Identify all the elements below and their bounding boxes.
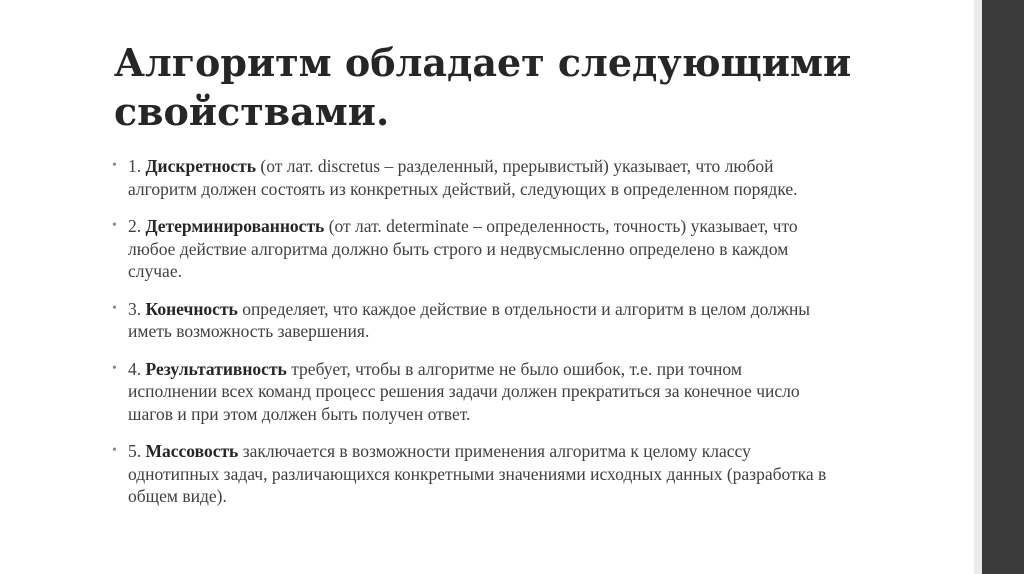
item-text: определяет, что каждое действие в отдельности и алгоритм в целом должны иметь возможность завершения. — [128, 298, 811, 341]
item-term: Массовость — [145, 441, 239, 461]
bullet-icon: • — [112, 360, 117, 376]
list-item-effectiveness — [112, 358, 832, 426]
slide-title: Алгоритм обладает следующими свойствами. — [114, 40, 852, 134]
item-term: Результативность — [145, 358, 287, 379]
item-number: 3. — [128, 298, 146, 319]
bullet-icon: • — [112, 443, 117, 458]
item-number: 2. — [128, 216, 146, 236]
list-item-massiveness — [112, 440, 832, 508]
item-term: Детерминированность — [145, 216, 325, 236]
item-number: 1. — [128, 156, 146, 176]
item-number: 5. — [128, 441, 146, 461]
side-bar-edge — [974, 0, 982, 574]
item-text: заключается в возможности применения алгоритма к целому классу однотипных задач, различающихся конкретными значениями исходных данных (разработка в общем виде). — [128, 441, 827, 506]
item-text: (от лат. determinate – определенность, точность) указывает, что любое действие алгоритма должно быть строго и недвусмысленно определено в каждом случае. — [128, 216, 798, 281]
property-list — [112, 155, 832, 523]
bullet-icon: • — [112, 158, 117, 173]
item-text: требует, чтобы в алгоритме не было ошибок, т.е. при точном исполнении всех команд процесс решения задачи должен прекратиться за конечное число шагов и при этом должен быть получен ответ. — [128, 358, 800, 424]
list-item-discreteness — [112, 155, 832, 200]
side-bar — [982, 0, 1024, 574]
item-term: Конечность — [145, 298, 238, 319]
list-item-finiteness — [112, 298, 832, 343]
bullet-icon: • — [112, 300, 117, 316]
bullet-icon: • — [112, 218, 117, 233]
item-text: (от лат. discretus – разделенный, прерывистый) указывает, что любой алгоритм должен состоять из конкретных действий, следующих в определенном порядке. — [128, 156, 798, 199]
item-term: Дискретность — [145, 156, 257, 176]
item-number: 4. — [128, 358, 146, 379]
list-item-determinism — [112, 215, 832, 283]
